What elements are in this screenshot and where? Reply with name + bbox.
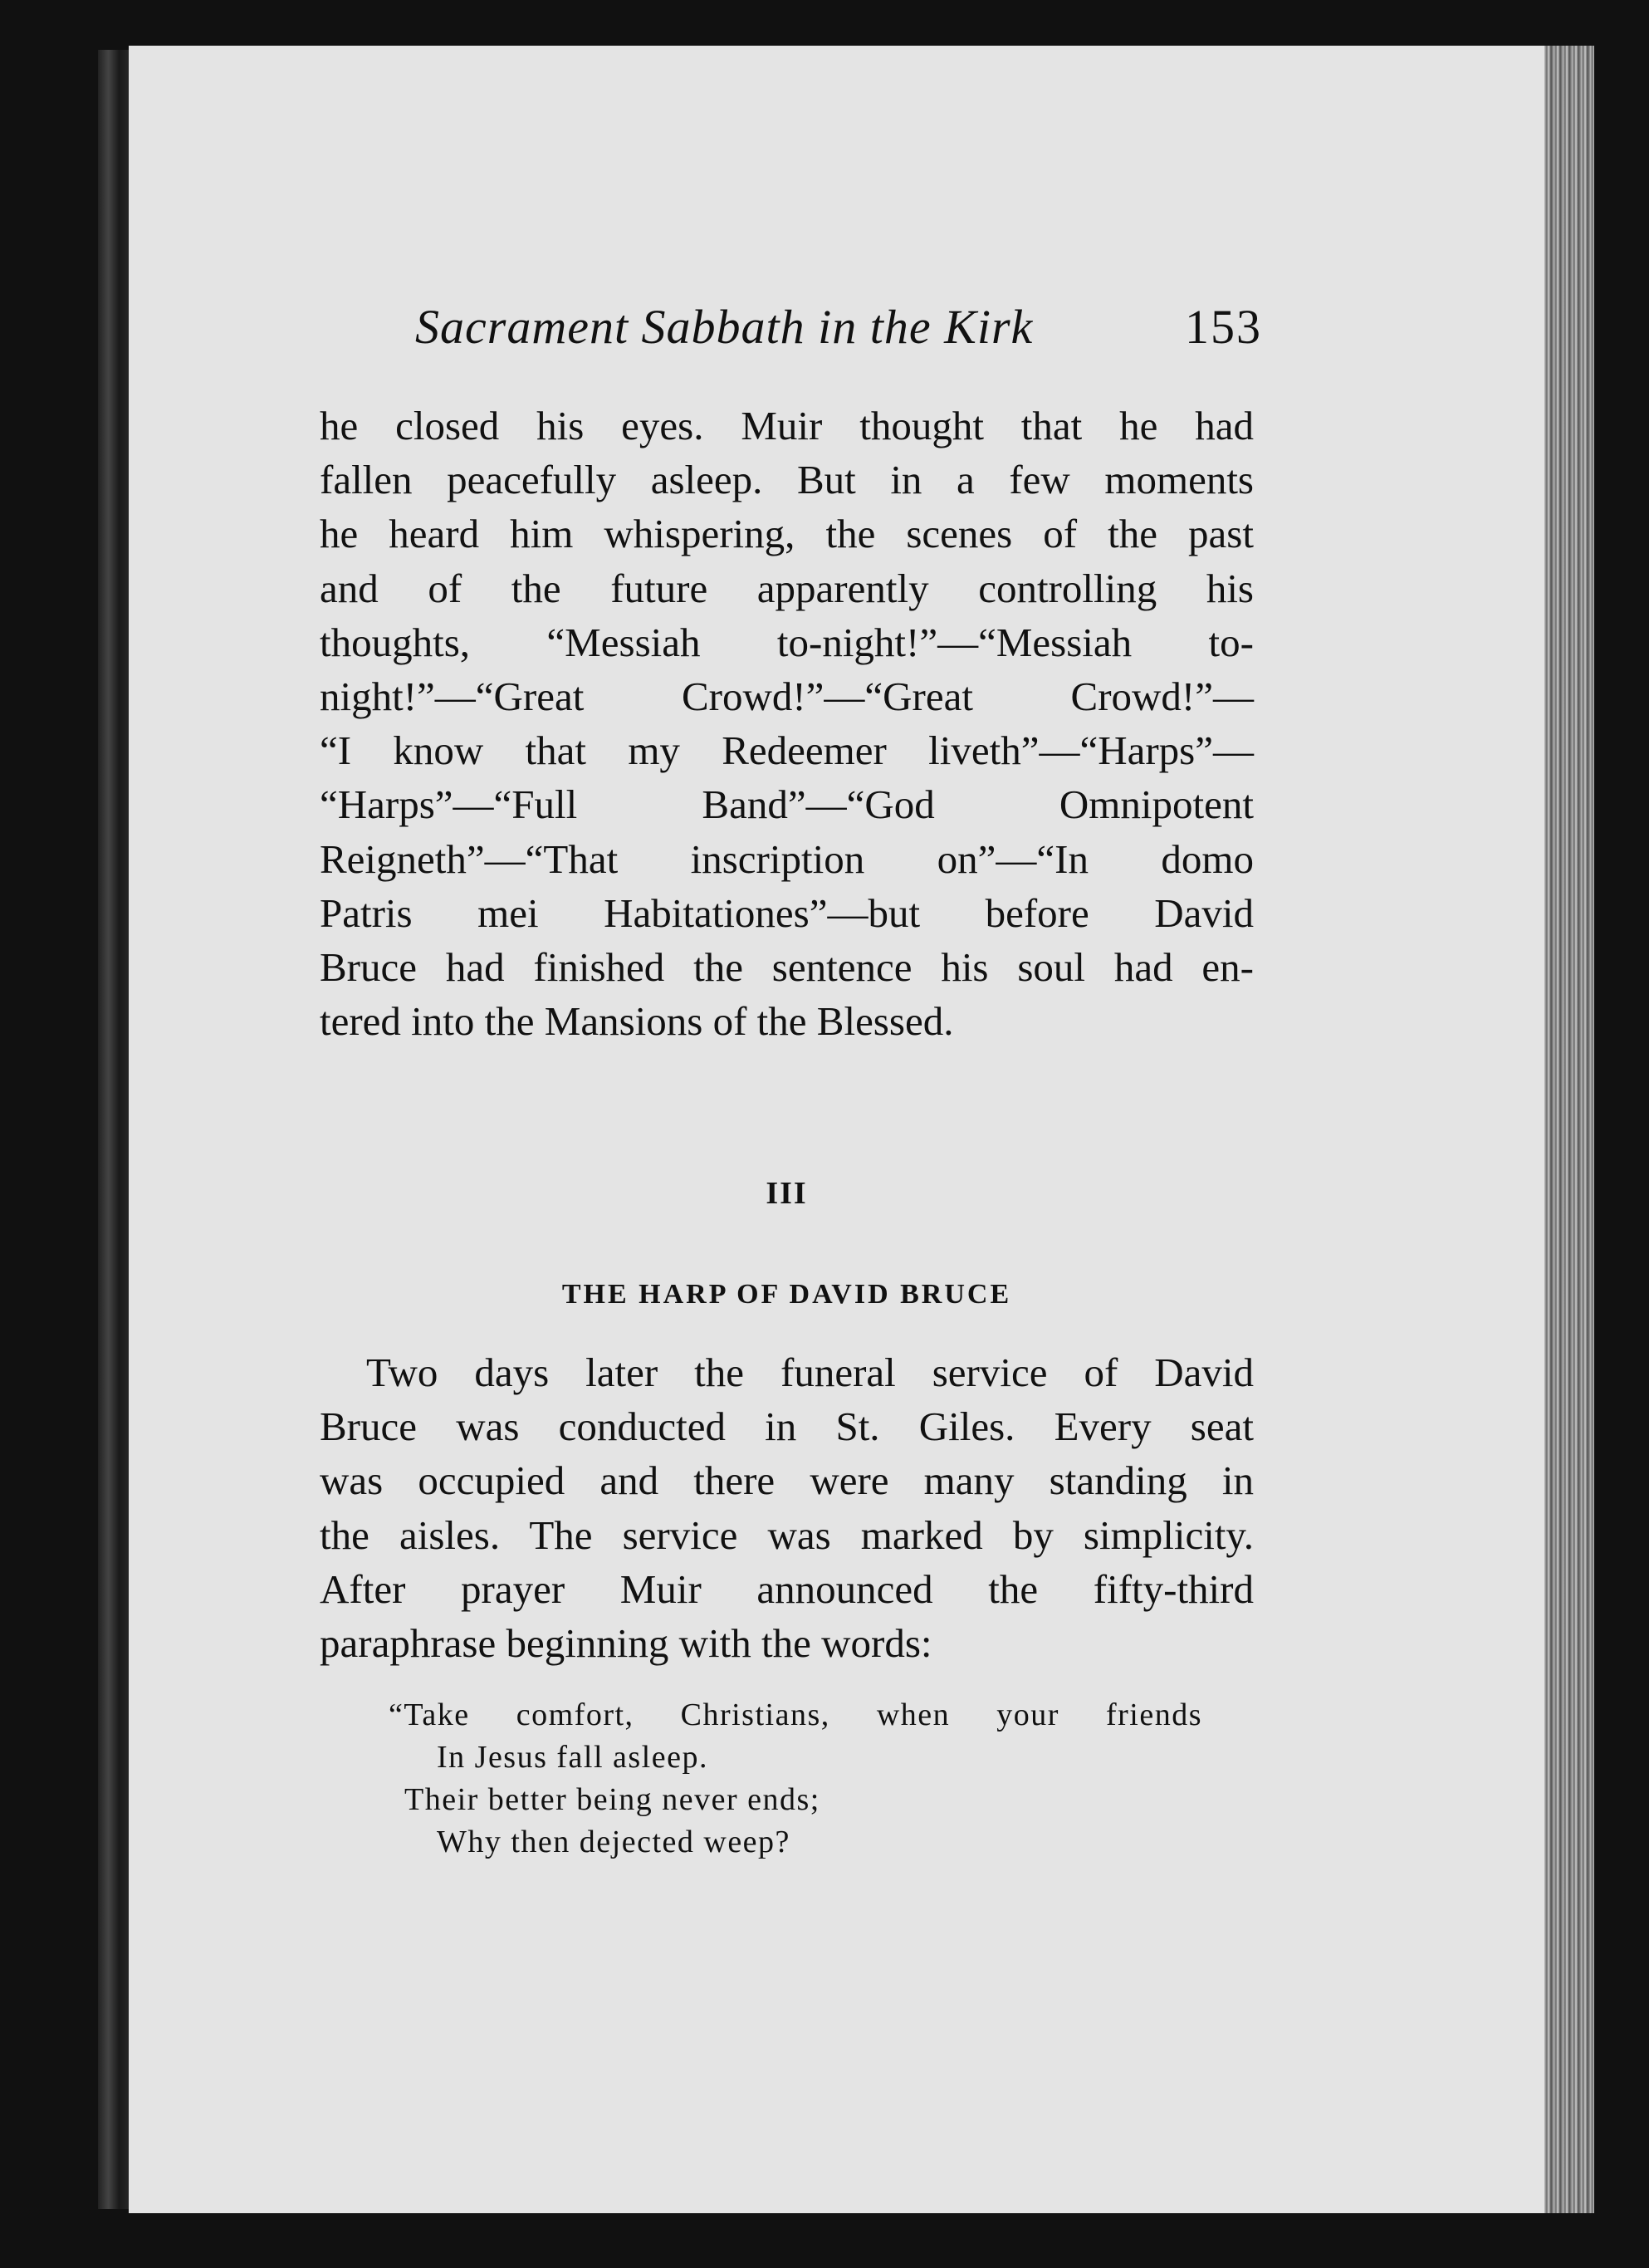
text-line: he closed his eyes. Muir thought that he had <box>320 403 1254 448</box>
text-line: paraphrase beginning with the words: <box>320 1619 932 1666</box>
text-line: “I know that my Redeemer liveth”—“Harps”— <box>320 727 1254 774</box>
running-title: Sacrament Sabbath in the Kirk <box>415 300 1034 354</box>
section-numeral: III <box>766 1176 808 1211</box>
paragraph-1 <box>320 399 1254 1048</box>
text-line: Two days later the funeral service of David <box>366 1350 1254 1395</box>
text-line: night!”—“Great Crowd!”—“Great Crowd!”— <box>320 673 1254 719</box>
verse-line: In Jesus fall asleep. <box>437 1740 708 1775</box>
text-line: Reigneth”—“That inscription on”—“In domo <box>320 835 1254 882</box>
paragraph-2 <box>320 1345 1254 1670</box>
text-line: the aisles. The service was marked by simplicity. <box>320 1511 1254 1558</box>
verse-line: Why then dejected weep? <box>437 1825 790 1859</box>
text-line: thoughts, “Messiah to-night!”—“Messiah to- <box>320 619 1254 665</box>
text-line: After prayer Muir announced the fifty-third <box>320 1565 1254 1612</box>
text-line: Patris mei Habitationes”—but before David <box>320 889 1254 936</box>
book-page <box>129 46 1544 2213</box>
text-line: was occupied and there were many standing in <box>320 1457 1254 1504</box>
text-line: Bruce was conducted in St. Giles. Every seat <box>320 1403 1254 1450</box>
text-line: tered into the Mansions of the Blessed. <box>320 998 954 1045</box>
text-line: Bruce had finished the sentence his soul had en- <box>320 943 1254 990</box>
facing-page-edge <box>98 50 133 2209</box>
text-line: he heard him whispering, the scenes of the past <box>320 511 1254 557</box>
verse-line: “Take comfort, Christians, when your friends <box>389 1697 1202 1732</box>
text-line: fallen peacefully asleep. But in a few moments <box>320 457 1254 503</box>
hymn-verse <box>389 1694 1202 1864</box>
text-line: and of the future apparently controlling his <box>320 565 1254 611</box>
running-header <box>415 299 1262 365</box>
section-title: THE HARP OF DAVID BRUCE <box>561 1279 1012 1310</box>
verse-line: Their better being never ends; <box>404 1782 820 1817</box>
text-line: “Harps”—“Full Band”—“God Omnipotent <box>320 781 1254 828</box>
page-number: 153 <box>1185 300 1262 354</box>
page-stack-edge <box>1544 46 1594 2213</box>
